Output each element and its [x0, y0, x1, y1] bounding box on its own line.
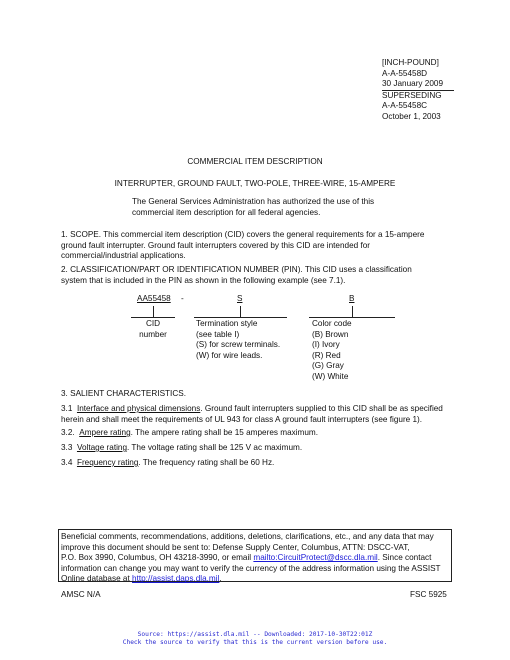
comments-line — [61, 553, 449, 564]
pin-desc-line: number — [139, 329, 167, 339]
pin-desc-line: (I) Ivory — [312, 340, 340, 350]
pin-dash: - — [181, 294, 184, 303]
classification-line: 2. CLASSIFICATION/PART OR IDENTIFICATION NUMBER (PIN). This CID uses a classification — [61, 265, 412, 274]
superseding-label: SUPERSEDING — [382, 90, 454, 102]
comments-box — [58, 529, 452, 582]
section-title: Ampere rating — [79, 428, 131, 437]
fsc-label: FSC 5925 — [410, 590, 447, 599]
gsa-authorization — [132, 197, 374, 218]
section-3-3 — [61, 443, 302, 454]
pin-cid-part: AA55458 — [137, 294, 171, 303]
comments-text: . Since contact — [377, 553, 432, 563]
inch-pound-label: [INCH-POUND] — [382, 58, 439, 67]
section-scope — [61, 230, 424, 262]
source-line: Source: https://assist.dla.mil -- Downloaded: 2017-10-30T22:01Z — [137, 631, 373, 638]
section-3-1 — [61, 404, 443, 425]
comments-text: Online database at — [61, 574, 133, 584]
pin-desc-line: (S) for screw terminals. — [196, 340, 281, 350]
scope-line: ground fault interrupter. Ground fault interrupters covered by this CID are intended for — [61, 240, 371, 250]
pin-desc-line: CID — [145, 319, 161, 328]
section-title: Interface and physical dimensions — [76, 404, 201, 413]
comments-line: Beneficial comments, recommendations, additions, deletions, clarifications, etc., and any data that may — [61, 532, 434, 541]
pin-termination-description — [196, 319, 280, 361]
section-title: Frequency rating — [76, 458, 139, 467]
header-block — [382, 58, 454, 123]
source-line: Check the source to verify that this is the current version before use. — [122, 639, 388, 647]
section-title: Voltage rating — [76, 443, 128, 452]
bracket-line — [131, 317, 175, 318]
pin-desc-line: (R) Red — [312, 350, 341, 360]
bracket-line — [309, 317, 395, 318]
section-text: . The ampere rating shall be 15 amperes maximum. — [130, 428, 319, 437]
pin-desc-line: (W) for wire leads. — [196, 350, 263, 360]
section-3-2 — [61, 428, 318, 439]
section-number: 3.2. — [61, 428, 75, 437]
section-text: . Ground fault interrupters supplied to this CID shall be as specified — [200, 404, 443, 413]
bracket-line — [194, 317, 287, 318]
pin-cid-description — [131, 319, 175, 340]
pin-desc-line: (G) Gray — [312, 361, 344, 371]
amsc-label: AMSC N/A — [61, 590, 101, 599]
gsa-line: commercial item description for all federal agencies. — [132, 207, 321, 217]
section-text: herein and shall meet the requirements of UL 943 for class A ground fault interrupters (see figure 1). — [61, 414, 423, 424]
comments-text: P.O. Box 3990, Columbus, OH 43218-3990, or email — [61, 553, 254, 563]
document-number: A-A-55458D — [382, 68, 428, 78]
pin-termination-part: S — [237, 294, 243, 303]
comments-text: . — [219, 574, 222, 584]
pin-color-description — [312, 319, 352, 383]
comments-line: improve this document should be sent to: Defense Supply Center, Columbus, ATTN: DSCC-VAT, — [61, 542, 410, 552]
scope-line: commercial/industrial applications. — [61, 251, 186, 261]
section-3-1-line — [61, 404, 443, 415]
superseded-number: A-A-55458C — [382, 101, 428, 111]
section-number: 3.4 — [61, 458, 73, 467]
section-classification — [61, 265, 412, 286]
document-date: 30 January 2009 — [382, 79, 443, 89]
pin-desc-line: (W) White — [312, 371, 349, 381]
section-number: 3.3 — [61, 443, 73, 452]
gsa-line: The General Services Administration has authorized the use of this — [132, 197, 375, 206]
comments-line — [61, 574, 449, 585]
page-subtitle: INTERRUPTER, GROUND FAULT, TWO-POLE, THREE-WIRE, 15-AMPERE — [114, 179, 396, 188]
section-text: . The frequency rating shall be 60 Hz. — [138, 458, 275, 467]
section-3-4 — [61, 458, 274, 469]
email-link[interactable]: mailto:CircuitProtect@dscc.dla.mil — [253, 553, 378, 563]
classification-line: system that is included in the PIN as shown in the following example (see 7.1). — [61, 275, 346, 285]
section-text: . The voltage rating shall be 125 V ac maximum. — [127, 443, 303, 452]
pin-color-part: B — [349, 294, 355, 303]
pin-desc-line: Termination style — [196, 319, 258, 328]
comments-line: information can change you may want to verify the currency of the address information using the ASSIST — [61, 563, 441, 573]
pin-desc-line: Color code — [312, 319, 352, 328]
assist-link[interactable]: http://assist.daps.dla.mil — [132, 574, 220, 584]
superseded-date: October 1, 2003 — [382, 111, 441, 121]
section-number: 3.1 — [61, 404, 73, 413]
page-title: COMMERCIAL ITEM DESCRIPTION — [187, 157, 323, 166]
pin-desc-line: (B) Brown — [312, 329, 349, 339]
scope-line: 1. SCOPE. This commercial item description (CID) covers the general requirements for a 15-ampere — [61, 230, 425, 239]
section-salient-heading: 3. SALIENT CHARACTERISTICS. — [61, 389, 186, 398]
source-notice — [0, 631, 510, 648]
pin-desc-line: (see table I) — [196, 329, 240, 339]
